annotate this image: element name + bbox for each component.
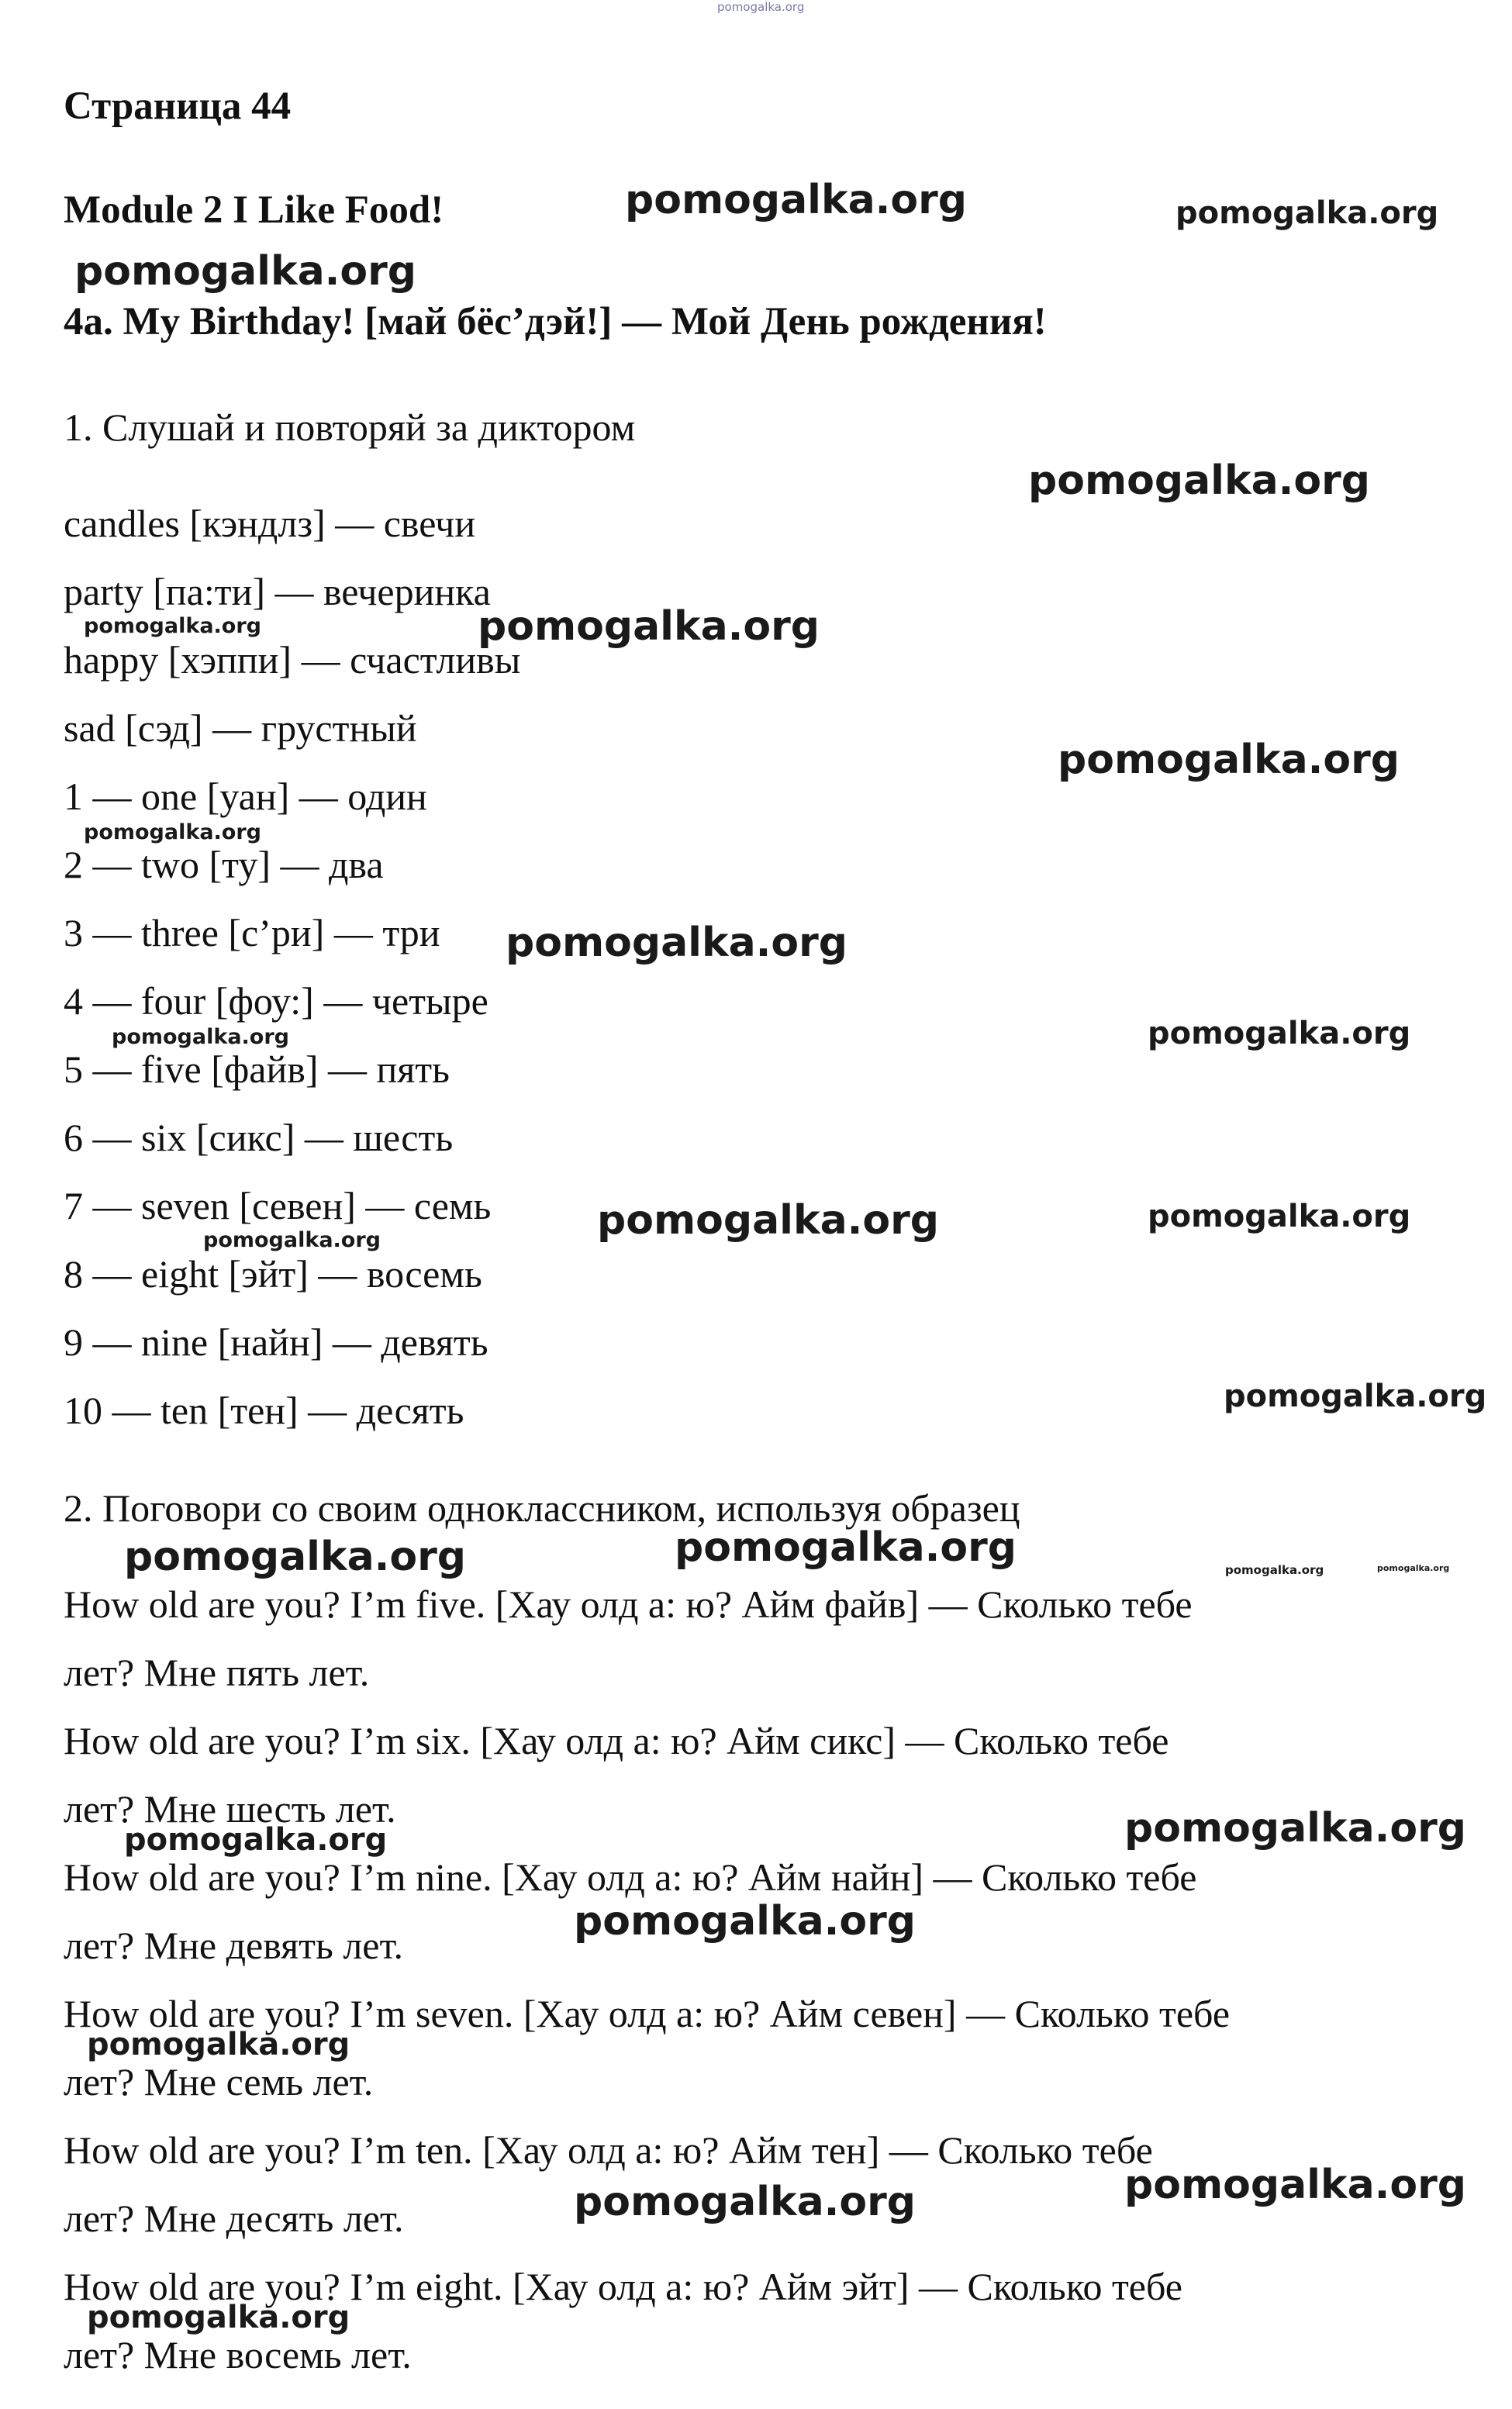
- watermark: pomogalka.org: [1377, 1563, 1450, 1573]
- watermark: pomogalka.org: [597, 1197, 940, 1244]
- word-item: 9 — nine [найн] — девять: [64, 1320, 488, 1364]
- dialog-answer: лет? Мне десять лет.: [64, 2197, 404, 2240]
- watermark: pomogalka.org: [574, 1898, 917, 1945]
- dialog-answer: лет? Мне восемь лет.: [64, 2333, 412, 2376]
- watermark: pomogalka.org: [1124, 2162, 1467, 2208]
- module-title: Module 2 I Like Food!: [64, 188, 444, 232]
- watermark: pomogalka.org: [74, 248, 417, 295]
- watermark: pomogalka.org: [675, 1524, 1017, 1571]
- word-item: 7 — seven [севен] — семь: [64, 1184, 492, 1227]
- dialog-question: How old are you? I’m ten. [Хау олд а: ю? Айм тен] — Сколько тебе: [64, 2128, 1153, 2172]
- dialog-answer: лет? Мне шесть лет.: [64, 1787, 396, 1831]
- dialog-question: How old are you? I’m five. [Хау олд а: ю? Айм файв] — Сколько тебе: [64, 1582, 1193, 1626]
- watermark: pomogalka.org: [124, 1822, 388, 1858]
- word-item: 6 — six [сикс] — шесть: [64, 1116, 454, 1159]
- watermark: pomogalka.org: [1028, 457, 1371, 504]
- word-item: 3 — three [с’ри] — три: [64, 911, 440, 954]
- watermark: pomogalka.org: [1058, 737, 1400, 783]
- dialog-answer: лет? Мне пять лет.: [64, 1651, 370, 1694]
- exercise2-instruction: 2. Поговори со своим одноклассником, используя образец: [64, 1486, 1020, 1530]
- word-item: party [па:ти] — вечеринка: [64, 570, 491, 613]
- dialog-question: How old are you? I’m seven. [Хау олд а: ю? Айм севен] — Сколько тебе: [64, 1992, 1231, 2035]
- watermark: pomogalka.org: [87, 2027, 350, 2062]
- word-item: 10 — ten [тен] — десять: [64, 1389, 464, 1432]
- watermark: pomogalka.org: [1175, 195, 1439, 231]
- dialog-question: How old are you? I’m nine. [Хау олд а: ю? Айм найн] — Сколько тебе: [64, 1855, 1197, 1899]
- watermark: pomogalka.org: [87, 2300, 350, 2335]
- word-item: sad [сэд] — грустный: [64, 706, 417, 750]
- dialog-answer: лет? Мне семь лет.: [64, 2060, 374, 2104]
- watermark: pomogalka.org: [84, 614, 261, 638]
- watermark: pomogalka.org: [625, 177, 968, 223]
- dialog-answer: лет? Мне девять лет.: [64, 1924, 404, 1967]
- watermark: pomogalka.org: [1124, 1805, 1467, 1852]
- watermark: pomogalka.org: [574, 2179, 917, 2225]
- word-item: 8 — eight [эйт] — восемь: [64, 1252, 482, 1296]
- word-item: 4 — four [фоу:] — четыре: [64, 979, 488, 1023]
- watermark: pomogalka.org: [124, 1534, 467, 1580]
- watermark: pomogalka.org: [1225, 1563, 1324, 1577]
- watermark: pomogalka.org: [478, 603, 820, 650]
- word-item: 2 — two [ту] — два: [64, 843, 384, 886]
- watermark-top: pomogalka.org: [717, 0, 805, 14]
- lesson-title: 4a. My Birthday! [май бёс’дэй!] — Мой День рождения!: [64, 300, 1047, 343]
- watermark: pomogalka.org: [506, 920, 848, 966]
- dialog-question: How old are you? I’m eight. [Хау олд а: ю? Айм эйт] — Сколько тебе: [64, 2265, 1182, 2308]
- word-item: 5 — five [файв] — пять: [64, 1047, 450, 1091]
- word-item: 1 — one [уан] — один: [64, 775, 427, 818]
- exercise1-instruction: 1. Слушай и повторяй за диктором: [64, 406, 636, 449]
- page-title: Страница 44: [64, 85, 292, 128]
- word-item: candles [кэндлз] — свечи: [64, 502, 476, 545]
- watermark: pomogalka.org: [84, 820, 261, 844]
- dialog-question: How old are you? I’m six. [Хау олд а: ю? Айм сикс] — Сколько тебе: [64, 1719, 1169, 1762]
- word-item: happy [хэппи] — счастливы: [64, 638, 521, 682]
- watermark: pomogalka.org: [203, 1228, 381, 1252]
- watermark: pomogalka.org: [112, 1025, 289, 1049]
- watermark: pomogalka.org: [1148, 1199, 1411, 1234]
- watermark: pomogalka.org: [1148, 1016, 1411, 1051]
- watermark: pomogalka.org: [1224, 1379, 1487, 1414]
